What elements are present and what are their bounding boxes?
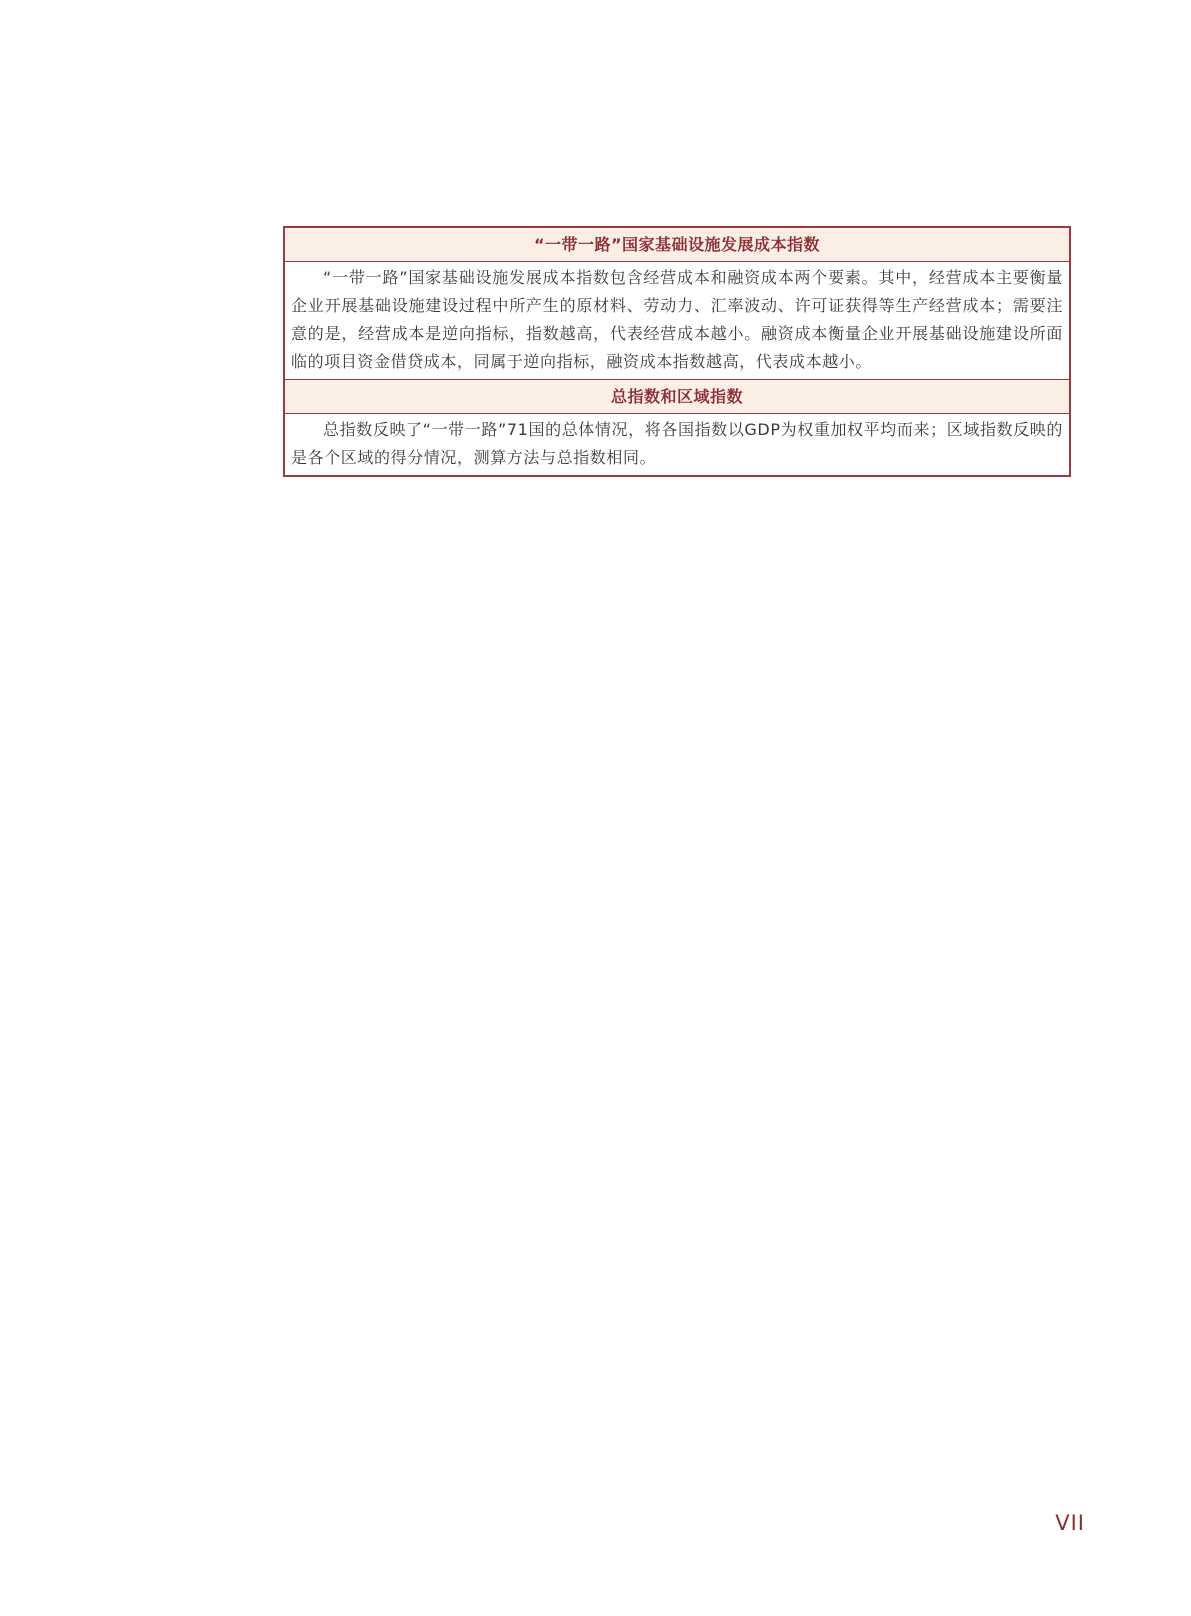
definition-table (283, 226, 1071, 477)
section-title-total-regional-index: 总指数和区域指数 (285, 380, 1069, 414)
section-title-cost-index: “一带一路”国家基础设施发展成本指数 (285, 228, 1069, 262)
section-text-total-regional-index: 总指数反映了“一带一路”71国的总体情况，将各国指数以GDP为权重加权平均而来；区域指数反映的是各个区域的得分情况，测算方法与总指数相同。 (291, 420, 1063, 467)
section-text-cost-index: “一带一路”国家基础设施发展成本指数包含经营成本和融资成本两个要素。其中，经营成本主要衡量企业开展基础设施建设过程中所产生的原材料、劳动力、汇率波动、许可证获得等生产经营成本；需要注意的是，经营成本是逆向指标，指数越高，代表经营成本越小。融资成本衡量企业开展基础设施建设所面临的项目资金借贷成本，同属于逆向指标，融资成本指数越高，代表成本越小。 (285, 262, 1069, 380)
page-number: VII (1055, 1511, 1085, 1535)
